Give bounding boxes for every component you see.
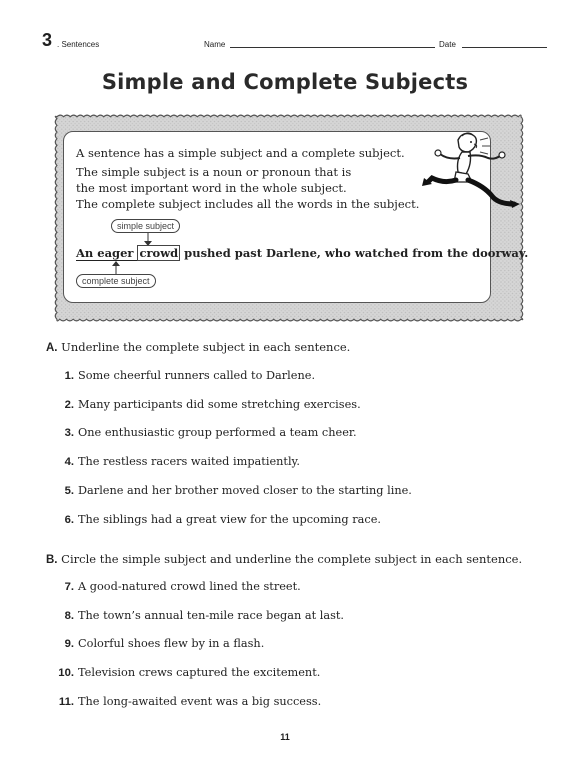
item-sentence[interactable]: The restless racers waited impatiently. (78, 455, 301, 469)
section-a-instruction: A. Underline the complete subject in each sentence. (46, 340, 351, 354)
exercise-item[interactable] (54, 369, 315, 382)
exercise-item[interactable] (54, 426, 357, 439)
complete-subject-label: complete subject (76, 274, 156, 288)
item-number: 8. (64, 609, 74, 622)
example-complete-subject: An eager crowd (76, 246, 179, 260)
page-title: Simple and Complete Subjects (101, 70, 469, 94)
item-number: 11. (58, 695, 74, 708)
name-label: Name (204, 40, 226, 49)
item-sentence[interactable]: Darlene and her brother moved closer to the starting line. (78, 483, 412, 497)
item-number: 2. (64, 398, 74, 411)
item-number: 3. (64, 427, 74, 440)
item-number: 10. (58, 667, 74, 680)
item-sentence[interactable]: The siblings had a great view for the upcoming race. (78, 512, 381, 526)
item-number: 1. (64, 370, 74, 382)
exercise-item[interactable] (54, 455, 300, 468)
exercise-item[interactable] (54, 637, 264, 650)
item-number: 4. (64, 456, 74, 469)
item-sentence[interactable]: Colorful shoes flew by in a flash. (78, 637, 265, 651)
running-man-icon (418, 130, 523, 220)
item-sentence[interactable]: One enthusiastic group performed a team cheer. (78, 426, 357, 440)
name-field[interactable] (230, 47, 435, 48)
example-sentence (76, 246, 528, 260)
exercise-item[interactable] (54, 695, 321, 708)
date-field[interactable] (462, 47, 547, 48)
rule-line-4: The complete subject includes all the words in the subject. (76, 197, 420, 211)
page-header (0, 0, 570, 60)
simple-subject-label: simple subject (111, 219, 180, 233)
exercise-item[interactable] (54, 398, 361, 411)
item-sentence[interactable]: A good-natured crowd lined the street. (78, 580, 301, 593)
exercise-item[interactable] (54, 666, 320, 679)
exercise-item[interactable] (54, 580, 301, 593)
item-sentence[interactable]: Television crews captured the excitement. (78, 666, 321, 680)
section-b-instruction: B. Circle the simple subject and underline the complete subject in each sentence. (46, 552, 523, 566)
exercise-item[interactable] (54, 484, 412, 497)
example-simple-subject: crowd (139, 246, 179, 260)
item-number: 5. (64, 484, 74, 497)
rule-line-3: the most important word in the whole subject. (76, 181, 347, 195)
item-number: 6. (64, 513, 74, 526)
rule-line-1: A sentence has a simple subject and a complete subject. (76, 146, 405, 160)
page-number: 11 (280, 732, 290, 742)
date-label: Date (439, 40, 456, 49)
item-number: 9. (64, 638, 74, 651)
rule-line-2: The simple subject is a noun or pronoun that is (76, 165, 352, 179)
chapter-number: 3 (42, 30, 53, 50)
item-number: 7. (64, 581, 74, 593)
item-sentence[interactable]: Some cheerful runners called to Darlene. (78, 369, 316, 382)
item-sentence[interactable]: Many participants did some stretching exercises. (78, 397, 361, 411)
example-predicate: pushed past Darlene, who watched from the doorway. (180, 246, 529, 260)
exercise-item[interactable] (54, 513, 381, 526)
section-b-letter: B. (46, 554, 58, 566)
item-sentence[interactable]: The long-awaited event was a big success. (78, 694, 322, 708)
chapter-name: . Sentences (57, 40, 100, 49)
section-a-letter: A. (46, 342, 58, 354)
item-sentence[interactable]: The town’s annual ten-mile race began at last. (78, 608, 345, 622)
exercise-item[interactable] (54, 609, 344, 622)
